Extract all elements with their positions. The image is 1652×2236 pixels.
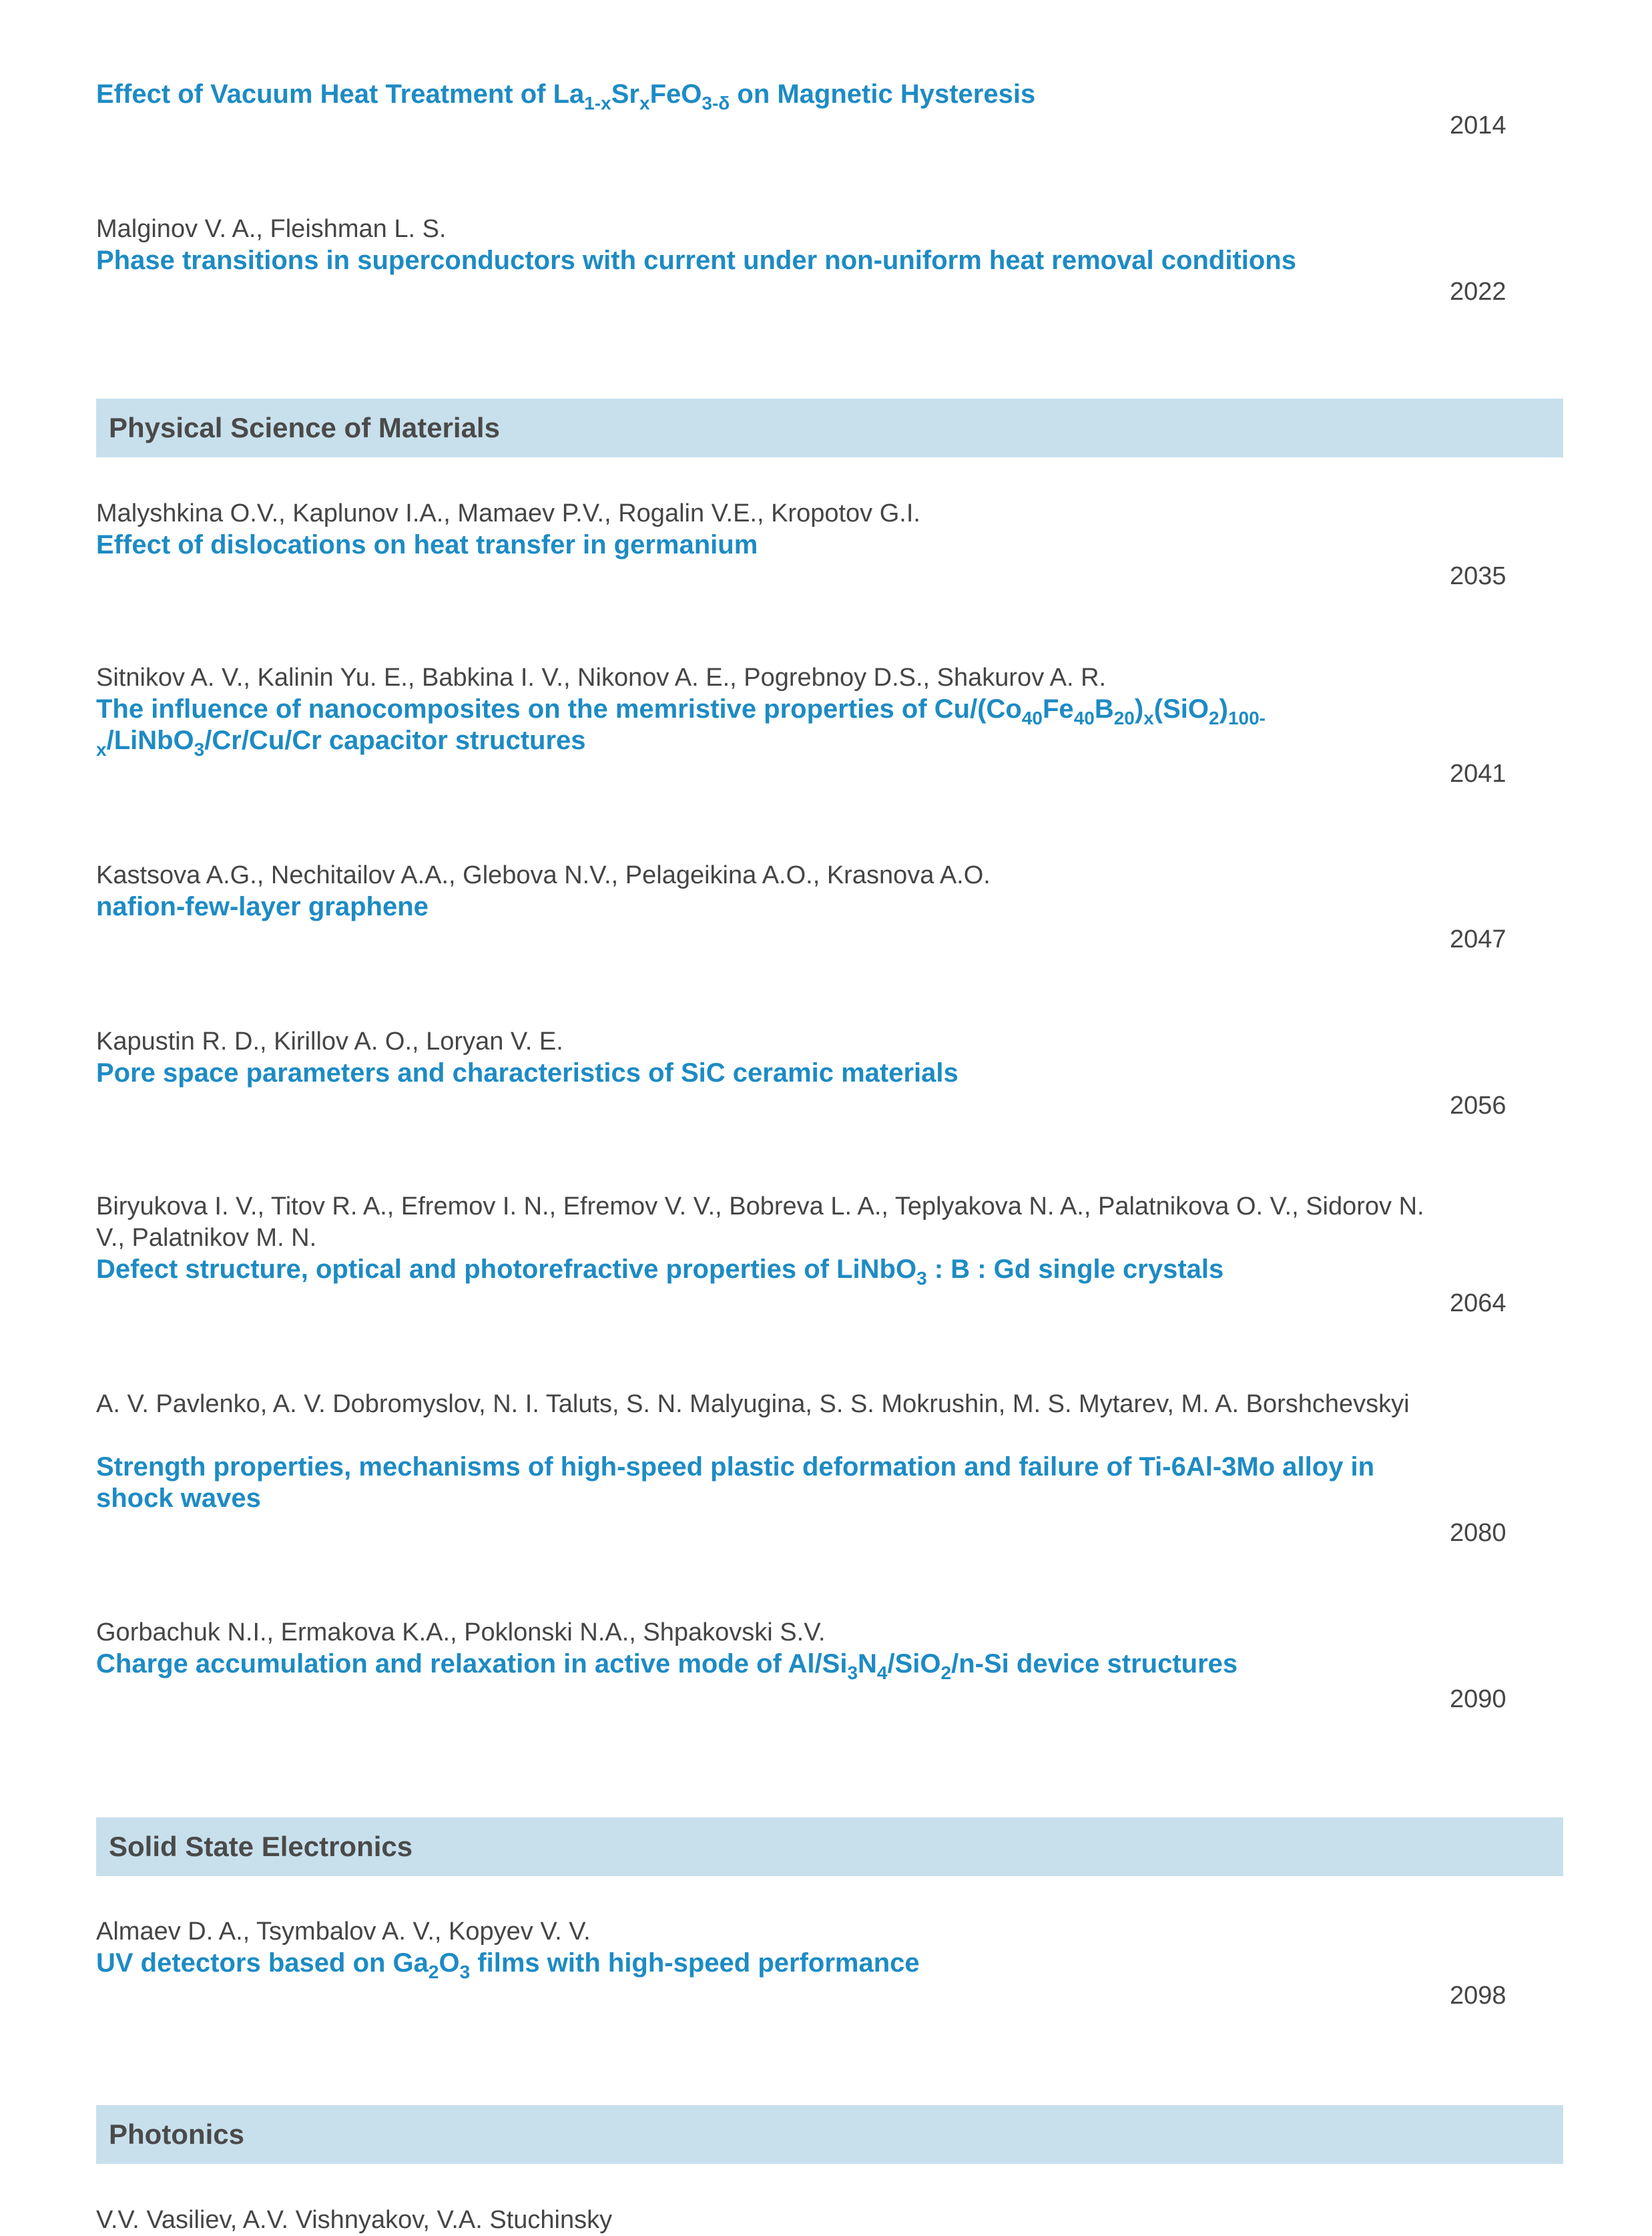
article-title[interactable]: UV detectors based on $Ga_2O_3$ films with high-speed performance (96, 1948, 920, 1982)
article-authors: Gorbachuk N.I., Ermakova K.A., Poklonski N.A., Shpakovski S.V. (96, 1618, 826, 1646)
page-number: 2035 (1450, 562, 1506, 590)
article-title[interactable]: nafion-few-layer graphene (96, 892, 429, 921)
article-authors: A. V. Pavlenko, A. V. Dobromyslov, N. I. Taluts, S. N. Malyugina, S. S. Mokrushin, M. S. Mytarev, M. A. Borshchevskyi (96, 1390, 1410, 1418)
article-title[interactable]: The influence of nanocomposites on the memristive properties of $Cu/(Co_{40}Fe_{40}B_{20})_x(SiO_2)_{100-}$ $_x$/LiNbO$_3$/Cr/Cu/Cr capacitor structures (96, 694, 1266, 760)
section-title: Solid State Electronics (109, 1831, 413, 1862)
section-header-solid-state-electronics (96, 1817, 1563, 1876)
page-number: 2014 (1450, 111, 1506, 140)
page-number: 2064 (1450, 1289, 1506, 1317)
article-authors: Sitnikov A. V., Kalinin Yu. E., Babkina I. V., Nikonov A. E., Pogrebnoy D.S., Shakurov A. R. (96, 664, 1107, 692)
article-title[interactable]: Strength properties, mechanisms of high-speed plastic deformation and failure of Ti-6Al-3Mo alloy in shock waves (96, 1452, 1375, 1513)
page-number: 2080 (1450, 1519, 1506, 1547)
section-header-photonics (96, 2105, 1563, 2164)
article-title[interactable]: Effect of dislocations on heat transfer in germanium (96, 530, 758, 560)
page-number: 2090 (1450, 1685, 1506, 1713)
article-title[interactable]: Phase transitions in superconductors with current under non-uniform heat removal conditions (96, 246, 1296, 275)
page-number: 2047 (1450, 925, 1506, 953)
page-number: 2056 (1450, 1092, 1506, 1120)
article-authors: V.V. Vasiliev, A.V. Vishnyakov, V.A. Stuchinsky (96, 2206, 613, 2234)
page-number: 2098 (1450, 1982, 1506, 2010)
article-authors: Malyshkina O.V., Kaplunov I.A., Mamaev P.V., Rogalin V.E., Kropotov G.I. (96, 499, 920, 527)
article-authors: Malginov V. A., Fleishman L. S. (96, 215, 447, 243)
section-header-physical-science (96, 399, 1563, 457)
section-title: Photonics (109, 2118, 245, 2150)
article-authors: Kapustin R. D., Kirillov A. O., Loryan V. E. (96, 1028, 563, 1056)
article-title[interactable]: Pore space parameters and characteristics of SiC ceramic materials (96, 1058, 958, 1088)
section-title: Physical Science of Materials (109, 412, 500, 443)
article-authors: Kastsova A.G., Nechitailov A.A., Glebova N.V., Pelageikina A.O., Krasnova A.O. (96, 861, 991, 889)
article-authors: Almaev D. A., Tsymbalov A. V., Kopyev V. V. (96, 1918, 591, 1946)
page-number: 2041 (1450, 760, 1506, 788)
article-authors: Biryukova I. V., Titov R. A., Efremov I. N., Efremov V. V., Bobreva L. A., Teplyakova N. A., Palatnikova O. V., Sidorov N. V., Palatnikov M. N. (96, 1192, 1424, 1252)
article-title[interactable]: Effect of Vacuum Heat Treatment of $La_{1-x}Sr_xFeO_{3-\delta}$ on Magnetic Hysteresis (96, 79, 1036, 114)
page-number: 2022 (1450, 278, 1506, 306)
article-title[interactable]: Defect structure, optical and photorefractive properties of LiNbO$_3$ : B : Gd single crystals (96, 1255, 1224, 1289)
article-title[interactable]: Charge accumulation and relaxation in active mode of $Al/Si_3N_4/SiO_2/n-Si$ device structures (96, 1649, 1238, 1683)
